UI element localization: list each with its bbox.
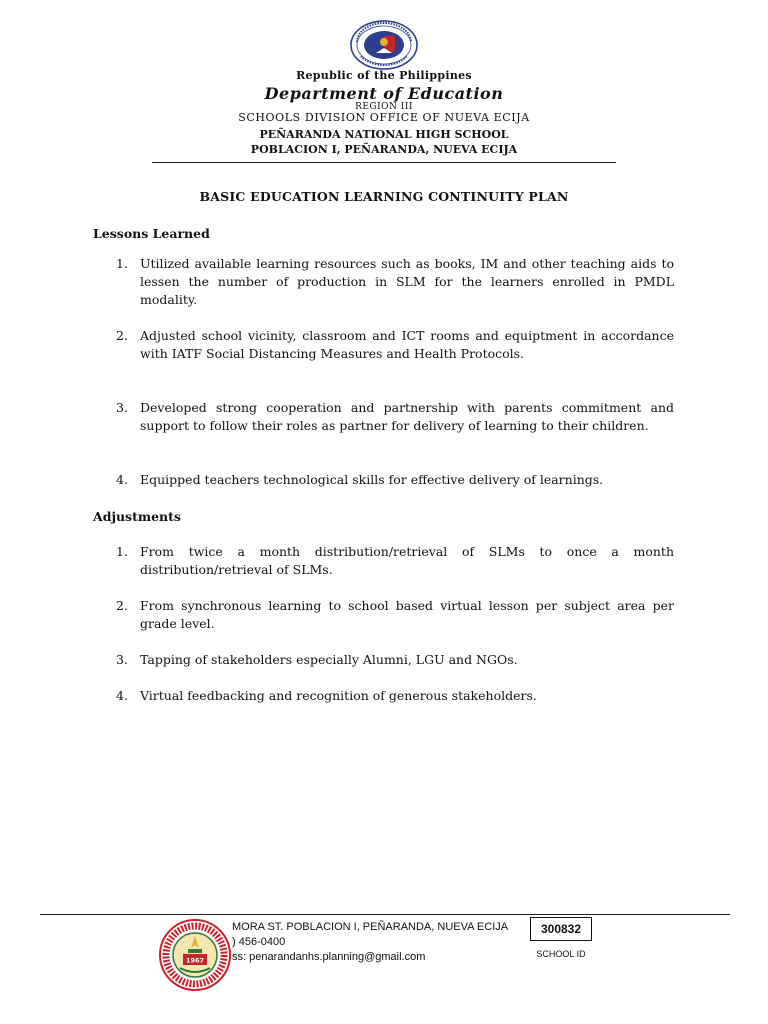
list-item-text: Tapping of stakeholders especially Alumni, LGU and NGOs. [140,652,518,667]
list-item-text: Developed strong cooperation and partnership with parents commitment and support to follow their roles as partner for delivery of learning to their children. [140,400,674,433]
list-item-text: Utilized available learning resources such as books, IM and other teaching aids to lessen the number of production in SLM for the learners enrolled in PMDL modality. [140,256,674,307]
footer-divider [40,914,730,915]
section-heading-lessons-learned: Lessons Learned [93,226,210,241]
logo-year: 1967 [185,956,205,965]
list-item-number: 1. [116,544,128,559]
deped-seal-icon [349,20,419,70]
list-item-number: 3. [116,652,128,667]
list-item-number: 2. [116,598,128,613]
list-item-text: Virtual feedbacking and recognition of generous stakeholders. [140,688,537,703]
footer-address: MORA ST. POBLACION I, PEÑARANDA, NUEVA ECIJA [232,921,509,933]
footer-email: ss: penarandanhs.planning@gmail.com [232,951,426,963]
document-title: BASIC EDUCATION LEARNING CONTINUITY PLAN [199,189,569,204]
republic-label: Republic of the Philippines [296,69,472,82]
list-item-number: 3. [116,400,128,415]
list-item-number: 2. [116,328,128,343]
list-item-number: 1. [116,256,128,271]
region-label: REGION III [355,102,413,112]
school-name: PEÑARANDA NATIONAL HIGH SCHOOL [259,128,509,141]
school-id-label: SCHOOL ID [536,949,586,959]
section-heading-adjustments: Adjustments [93,509,181,524]
list-item-text: Adjusted school vicinity, classroom and ICT rooms and equiptment in accordance with IATF Social Distancing Measures and Health Protocols. [140,328,674,361]
list-item-text: From synchronous learning to school based virtual lesson per subject area per grade level. [140,598,674,631]
list-item-text: Equipped teachers technological skills for effective delivery of learnings. [140,472,604,487]
footer-phone: ) 456-0400 [232,936,286,948]
school-logo-icon [158,918,232,992]
division-label: SCHOOLS DIVISION OFFICE OF NUEVA ECIJA [238,111,530,124]
header-divider [152,162,616,163]
department-title: Department of Education [264,84,504,103]
school-address: POBLACION I, PEÑARANDA, NUEVA ECIJA [250,143,518,156]
list-item-text: From twice a month distribution/retrieval of SLMs to once a month distribution/retrieval of SLMs. [140,544,674,577]
list-item-number: 4. [116,688,128,703]
list-item-number: 4. [116,472,128,487]
school-id-box: 300832 [530,917,592,941]
